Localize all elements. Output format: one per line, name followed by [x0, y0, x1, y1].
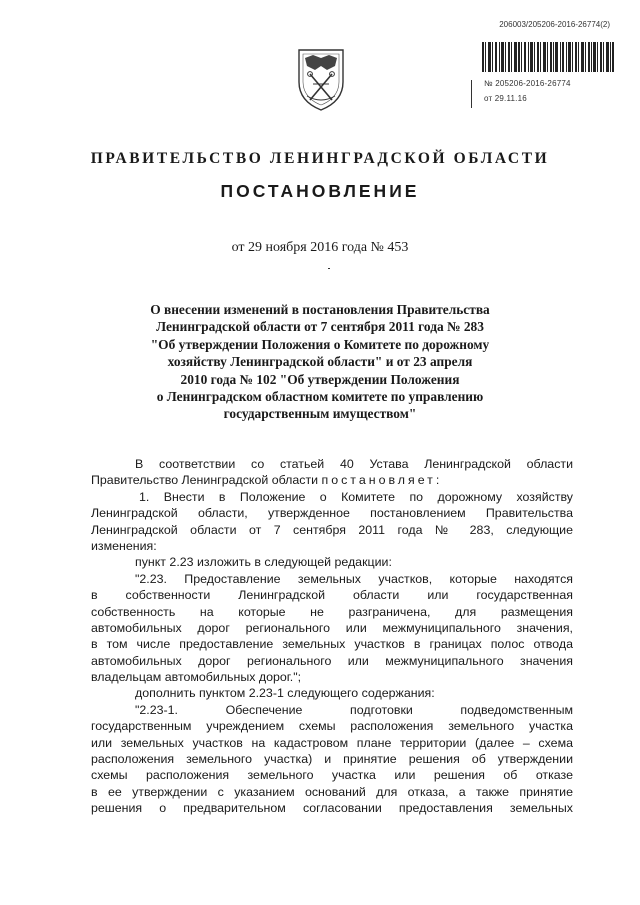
subject-line: государственным имуществом" [223, 406, 417, 422]
coat-of-arms-emblem [293, 44, 349, 112]
body-line: 1. Внести в Положение о Комитете по дорожному хозяйству [139, 489, 573, 504]
body-line: автомобильных дорог регионального или межмуниципального значения [91, 653, 573, 668]
barcode [482, 42, 614, 72]
body-line: государственным учреждением схемы расположения земельного участка [91, 719, 573, 734]
body-line: схемы расположения земельного участка или решения об отказе [91, 768, 573, 783]
body-line: владельцам автомобильных дорог."; [91, 670, 302, 685]
body-line: или земельных участков на кадастровом плане территории (далее – схема [91, 735, 573, 750]
body-line: "2.23. Предоставление земельных участков, которые находятся [135, 571, 573, 586]
resolution-keyword: постановляет: [321, 473, 443, 488]
document-subject [120, 301, 520, 423]
subject-line: Ленинградской области от 7 сентября 2011 года № 283 [156, 319, 484, 335]
body-line: "2.23-1. Обеспечение подготовки подведомственным [135, 702, 573, 717]
body-line: в ее утверждении с указанием оснований для отказа, а также принятие [91, 784, 573, 799]
document-type: ПОСТАНОВЛЕНИЕ [220, 181, 420, 201]
body-line [91, 472, 573, 488]
document-date-number: от 29 ноября 2016 года № 453 [231, 240, 409, 255]
body-line: решения о предварительном согласовании предоставления земельных [91, 801, 573, 816]
body-line: изменения: [91, 538, 157, 553]
registration-number: № 205206-2016-26774 [484, 79, 571, 88]
body-line: пункт 2.23 изложить в следующей редакции: [135, 555, 392, 570]
government-title: ПРАВИТЕЛЬСТВО ЛЕНИНГРАДСКОЙ ОБЛАСТИ [90, 150, 550, 167]
body-line: дополнить пунктом 2.23-1 следующего содержания: [135, 686, 435, 701]
body-line: в том числе предоставление земельных участков в границах полос отвода [91, 637, 573, 652]
subject-line: 2010 года № 102 "Об утверждении Положения [180, 371, 460, 387]
subject-line: хозяйству Ленинградской области" и от 23 апреля [167, 354, 473, 370]
body-text-fragment: Правительство Ленинградской области [91, 473, 322, 488]
document-code: 206003/205206-2016-26774(2) [499, 20, 610, 29]
registration-divider [471, 80, 472, 108]
document-body [91, 456, 573, 817]
subject-line: "Об утверждении Положения о Комитете по дорожному [150, 336, 490, 352]
subject-line: о Ленинградском областном комитете по управлению [156, 389, 484, 405]
registration-date: от 29.11.16 [484, 94, 527, 103]
subject-line: О внесении изменений в постановления Правительства [150, 302, 490, 317]
body-line: в собственности Ленинградской области или государственная [91, 588, 573, 603]
stray-mark [328, 268, 330, 269]
body-line: расположения земельного участка) и принятие решения об утверждении [91, 752, 573, 767]
body-line: автомобильных дорог регионального или межмуниципального значения, [91, 620, 573, 635]
body-line: собственность на которые не разграничена, для размещения [91, 604, 573, 619]
body-line: Ленинградской области, утвержденное постановлением Правительства [91, 506, 573, 521]
body-line: Ленинградской области от 7 сентября 2011 года № 283, следующие [91, 522, 573, 537]
body-line: В соответствии со статьей 40 Устава Ленинградской области [135, 457, 573, 471]
